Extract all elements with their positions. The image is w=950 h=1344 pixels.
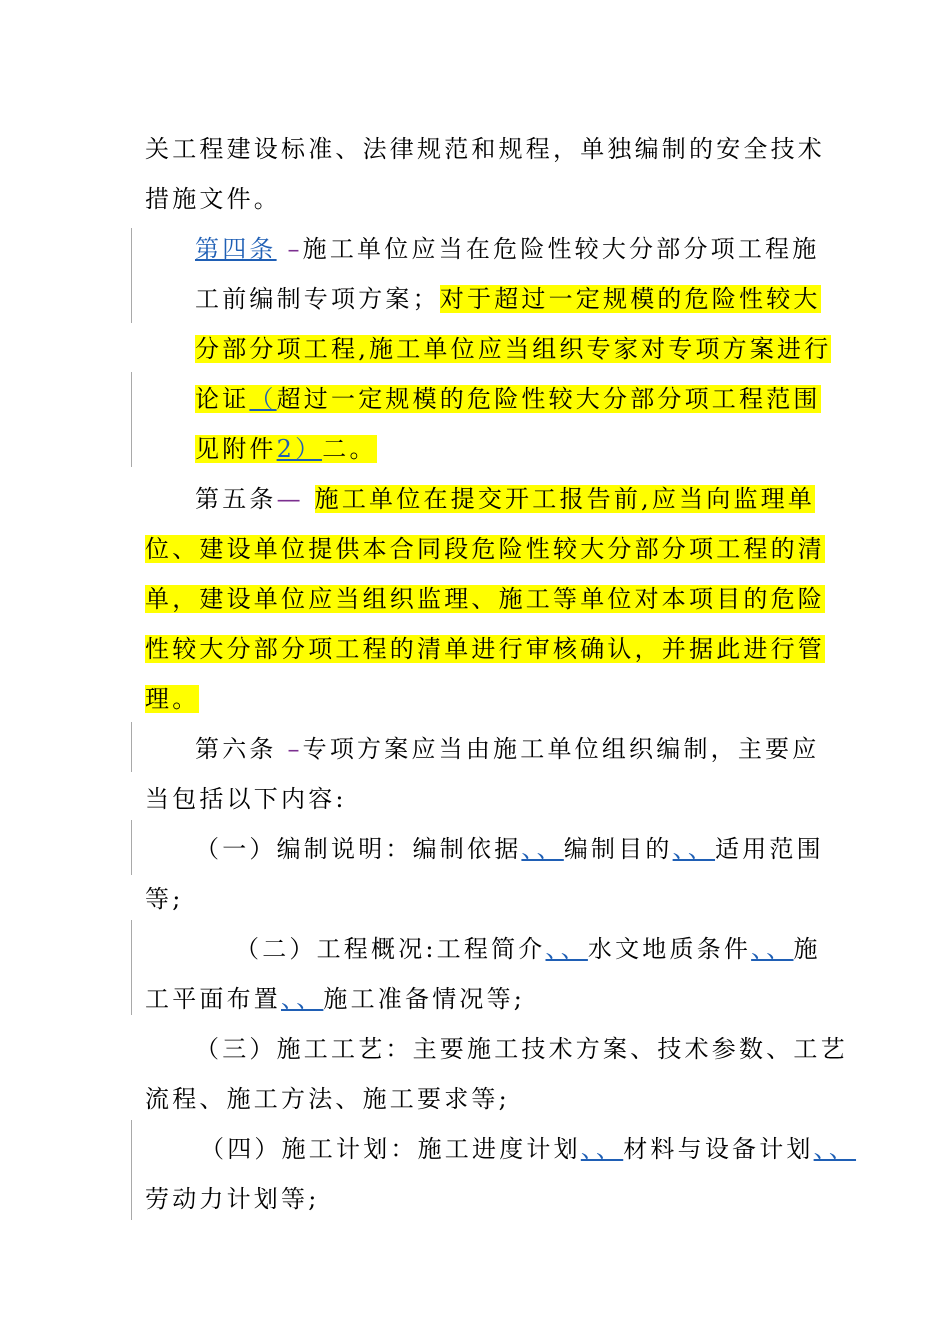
text-span: 工前编制专项方案； — [195, 285, 440, 313]
change-bar — [131, 722, 132, 772]
highlight-span: 位、建设单位提供本合同段危险性较大分部分项工程的清 — [145, 535, 825, 563]
text-line: 措施文件。 — [145, 185, 281, 213]
insertion-mark: （ — [249, 385, 277, 413]
text-line — [195, 334, 831, 364]
text-line: 流程、施工方法、施工要求等; — [145, 1085, 510, 1113]
item-2-line — [235, 934, 821, 964]
text-span: 编制目的 — [563, 835, 673, 863]
text-line — [195, 284, 821, 314]
highlight-span: 性较大分部分项工程的清单进行审核确认，并据此进行管 — [145, 635, 825, 663]
article-6-line — [195, 734, 819, 764]
highlight-span: 论证 — [195, 385, 250, 413]
text-span: 水文地质条件 — [587, 935, 752, 963]
revision-marker: – — [287, 735, 303, 763]
text-span: 专项方案应当由施工单位组织编制，主要应 — [302, 735, 820, 763]
highlight-span: 超过一定规模的危险性较大分部分项工程范围 — [276, 385, 821, 413]
text-span: （一）编制说明：编制依据 — [195, 835, 522, 863]
text-line: 等; — [145, 885, 184, 913]
highlight-span: 分部分项工程,施工单位应当组织专家对专项方案进行 — [195, 335, 832, 363]
text-line — [145, 684, 199, 714]
highlight-span: 单，建设单位应当组织监理、施工等单位对本项目的危险 — [145, 585, 825, 613]
change-bar — [131, 372, 132, 467]
text-line: 劳动力计划等; — [145, 1185, 320, 1213]
change-bar — [131, 1120, 132, 1220]
text-line — [145, 534, 825, 564]
text-span: （四）施工计划：施工进度计划 — [200, 1135, 581, 1163]
item-3-line: （三）施工工艺：主要施工技术方案、技术参数、工艺 — [195, 1035, 848, 1063]
item-4-line — [200, 1134, 856, 1164]
insertion-mark: 、、 — [521, 835, 564, 863]
text-line: 当包括以下内容: — [145, 785, 347, 813]
text-span: 施 — [793, 935, 821, 963]
article-5-label: 第五条 — [195, 485, 277, 513]
text-span: （二）工程概况:工程简介 — [235, 935, 546, 963]
highlight-span: 施工单位在提交开工报告前,应当向监理单 — [314, 485, 816, 513]
highlight-span: 见附件 — [195, 435, 277, 463]
insertion-mark: 、、 — [281, 985, 324, 1013]
insertion-mark: 、、 — [672, 835, 716, 863]
article-4-line — [195, 234, 819, 264]
article-4-label[interactable]: 第四条 — [195, 235, 277, 263]
insertion-mark: 2） — [276, 435, 323, 463]
change-bar — [131, 228, 132, 323]
text-line: 关工程建设标准、法律规范和规程，单独编制的安全技术 — [145, 135, 825, 163]
text-line — [145, 584, 825, 614]
article-6-label: 第六条 — [195, 735, 277, 763]
text-line — [195, 384, 821, 414]
text-line — [145, 634, 825, 664]
change-bar — [131, 920, 132, 1015]
revision-marker: – — [287, 235, 303, 263]
insertion-mark: 、、 — [545, 935, 588, 963]
text-line — [145, 984, 525, 1014]
text-span: 施工单位应当在危险性较大分部分项工程施 — [302, 235, 820, 263]
text-span: 施工准备情况等; — [323, 985, 526, 1013]
insertion-mark: 、、 — [751, 935, 794, 963]
highlight-span: 理。 — [145, 685, 200, 713]
highlight-span: 二。 — [322, 435, 377, 463]
insertion-mark: 、、 — [813, 1135, 857, 1163]
article-5-line — [195, 484, 815, 514]
text-span: 材料与设备计划 — [623, 1135, 814, 1163]
text-span: 适用范围 — [715, 835, 824, 863]
revision-marker: — — [276, 485, 304, 513]
change-bar — [131, 820, 132, 875]
text-line — [195, 434, 377, 464]
text-span: 工平面布置 — [145, 985, 281, 1013]
insertion-mark: 、、 — [580, 1135, 624, 1163]
item-1-line — [195, 834, 824, 864]
highlight-span: 对于超过一定规模的危险性较大 — [439, 285, 821, 313]
